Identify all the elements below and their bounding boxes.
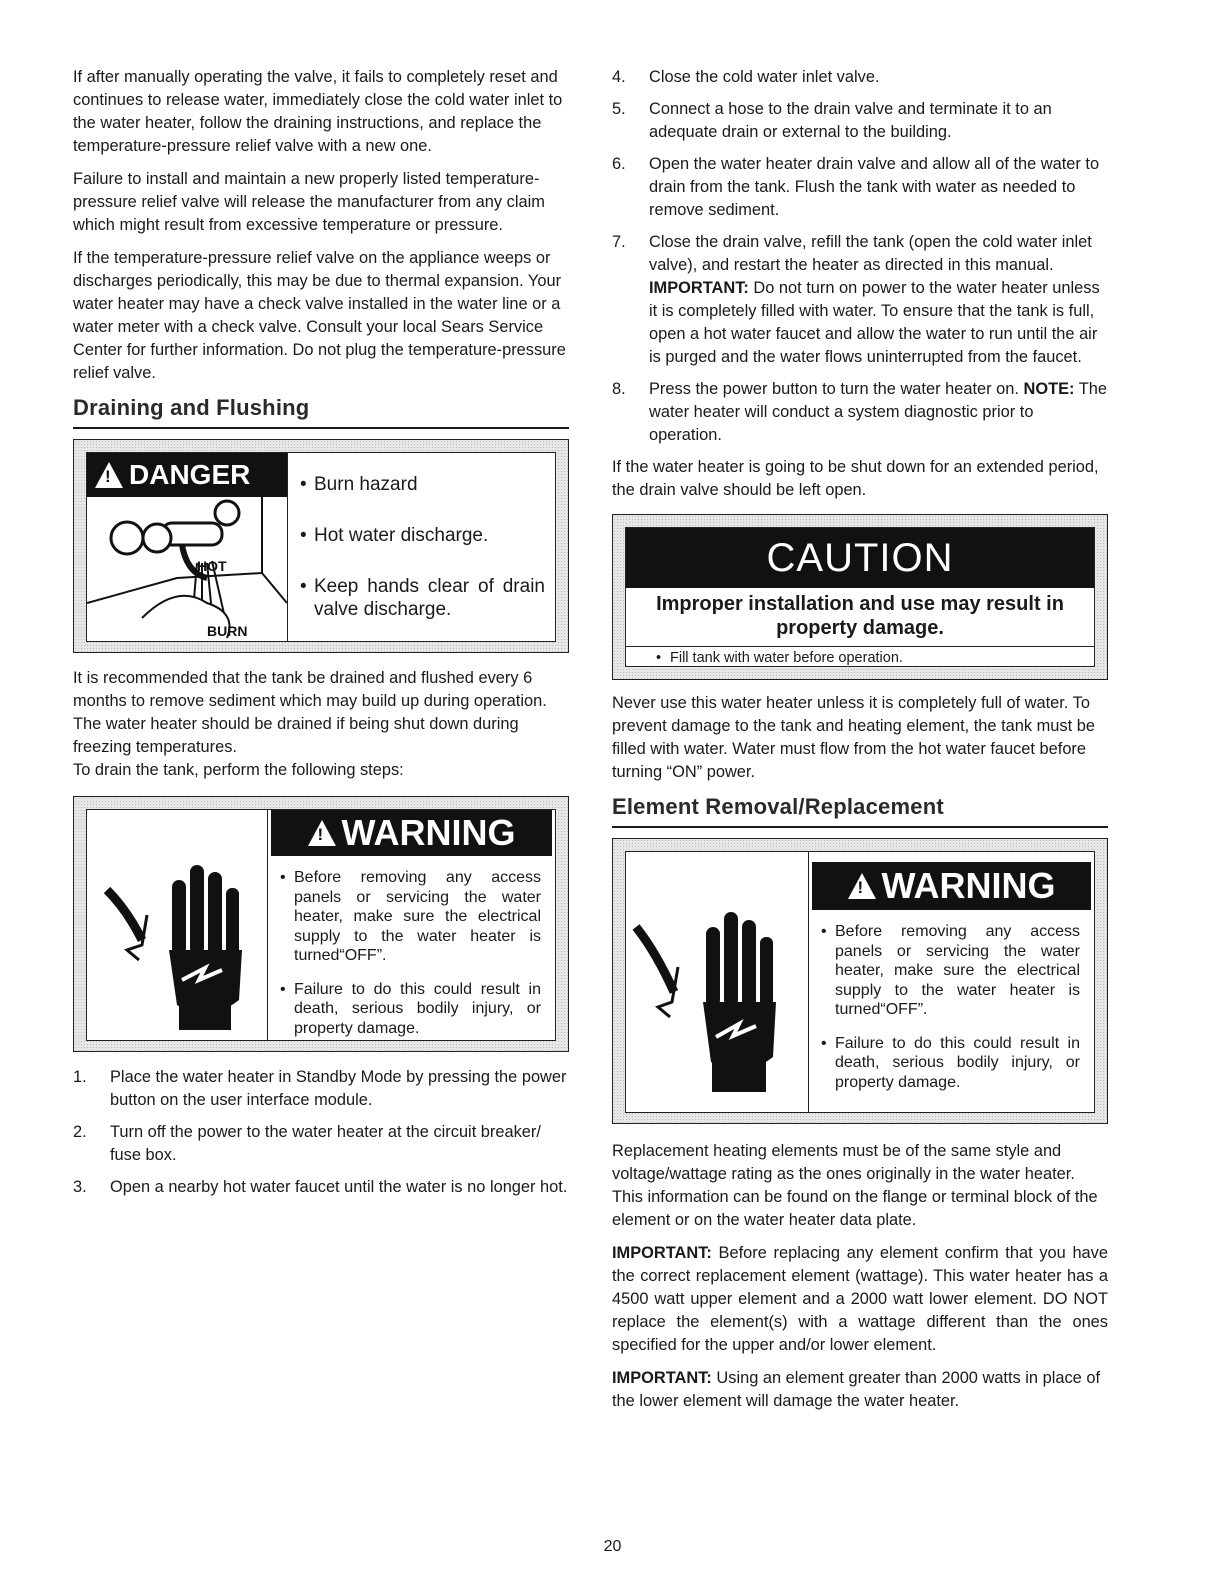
list-item: 5. Connect a hose to the drain valve and terminate it to an adequate drain or external to the building. <box>612 100 1052 141</box>
danger-bullet-hands: • Keep hands clear of drain valve discharge. <box>300 575 545 621</box>
svg-text:HOT: HOT <box>197 558 227 574</box>
list-item: 7. Close the drain valve, refill the tank (open the cold water inlet valve), and restart the heater as directed in this manual. IMPORTANT: Do not turn on power to the water heater unless it is completely filled with water. To ensure that the tank is full, open a hot water faucet and allow the water to run until the air is purged and the water flows uninterrupted from the faucet. <box>612 233 1100 366</box>
warning-bullet-consequence: • Failure to do this could result in death, serious bodily injury, or property damage. <box>821 1034 1080 1093</box>
alert-triangle-icon: ! <box>308 820 336 846</box>
caution-headline: Improper installation and use may result in property damage. <box>626 588 1094 647</box>
list-item: 8. Press the power button to turn the water heater on. NOTE: The water heater will conduct a system diagnostic prior to operation. <box>612 380 1107 444</box>
drain-steps-continued <box>612 66 1108 447</box>
caution-bullet-fill-tank: • Fill tank with water before operation. <box>656 647 1094 669</box>
hand-shock-icon <box>87 810 267 1040</box>
drain-recommendation-paragraph: It is recommended that the tank be drained and flushed every 6 months to remove sediment which may build up during operation. The water heater should be drained if being shut down during freezing temperatures. <box>73 669 547 756</box>
danger-banner: ! DANGER <box>87 453 287 497</box>
danger-bullet-discharge: • Hot water discharge. <box>300 524 545 547</box>
hand-shock-icon <box>626 852 808 1112</box>
list-item: 2. Turn off the power to the water heater at the circuit breaker/ fuse box. <box>73 1123 541 1164</box>
svg-text:BURN: BURN <box>207 623 248 639</box>
right-column <box>612 66 1108 1423</box>
drain-steps-intro: To drain the tank, perform the following steps: <box>73 761 404 779</box>
warning-banner-left: ! WARNING <box>271 810 552 856</box>
draining-flushing-heading: Draining and Flushing <box>73 395 569 429</box>
alert-triangle-icon: ! <box>848 873 876 899</box>
danger-bullet-burn: • Burn hazard <box>300 473 545 496</box>
warning-bullet-consequence: • Failure to do this could result in death, serious bodily injury, or property damage. <box>280 980 541 1039</box>
drain-steps-list <box>73 1066 569 1199</box>
danger-box <box>73 439 569 653</box>
warning-messages-left <box>268 810 555 1040</box>
tp-valve-reset-paragraph: If after manually operating the valve, it fails to completely reset and continues to release water, immediately close the cold water inlet to the water heater, follow the draining instructions, and replace the temperature-pressure relief valve with a new one. <box>73 68 563 155</box>
left-column <box>73 66 569 1208</box>
list-item: 1. Place the water heater in Standby Mode by pressing the power button on the user interface module. <box>73 1068 567 1109</box>
warning-banner-right: ! WARNING <box>812 862 1091 910</box>
list-item: 6. Open the water heater drain valve and allow all of the water to drain from the tank. Flush the tank with water as needed to remove sediment. <box>612 155 1100 219</box>
faucet-hot-water-icon <box>87 453 287 641</box>
electric-shock-illustration <box>626 852 809 1112</box>
warning-messages-right <box>809 852 1094 1112</box>
burn-hazard-illustration <box>87 453 288 641</box>
warning-bullet-disconnect: • Before removing any access panels or servicing the water heater, make sure the electrical supply to the water heater is turned“OFF”. <box>280 868 541 966</box>
alert-triangle-icon: ! <box>95 462 123 488</box>
replacement-elements-paragraph: Replacement heating elements must be of the same style and voltage/wattage rating as the ones originally in the water heater. This information can be found on the flange or terminal block of the element or on the water heater data plate. <box>612 1142 1098 1229</box>
important-wattage-paragraph: IMPORTANT: Before replacing any element confirm that you have the correct replacement element (wattage). This water heater has a 4500 watt upper element and a 2000 watt lower element. DO NOT replace the element(s) with a wattage different than the ones specified for the upper and/or lower element. <box>612 1244 1108 1354</box>
important-lower-element-paragraph: IMPORTANT: Using an element greater than 2000 watts in place of the lower element will damage the water heater. <box>612 1369 1101 1410</box>
caution-inner <box>625 527 1095 667</box>
list-item: 4. Close the cold water inlet valve. <box>612 68 880 86</box>
extended-shutdown-paragraph: If the water heater is going to be shut down for an extended period, the drain valve should be left open. <box>612 458 1099 499</box>
caution-box <box>612 514 1108 680</box>
warning-box-right <box>612 838 1108 1124</box>
electric-shock-illustration <box>87 810 268 1040</box>
list-item: 3. Open a nearby hot water faucet until the water is no longer hot. <box>73 1178 568 1196</box>
thermal-expansion-paragraph: If the temperature-pressure relief valve on the appliance weeps or discharges periodically, this may be due to thermal expansion. Your water heater may have a check valve installed in the water line or a water meter with a check valve. Consult your local Sears Service Center for further information. Do not plug the temperature-pressure relief valve. <box>73 249 566 382</box>
page-number: 20 <box>603 1538 622 1555</box>
never-use-empty-paragraph: Never use this water heater unless it is completely full of water. To prevent damage to the tank and heating element, the tank must be filled with water. Water must flow from the hot water faucet before turning “ON” power. <box>612 694 1095 781</box>
tp-valve-failure-paragraph: Failure to install and maintain a new properly listed temperature-pressure relief valve will release the manufacturer from any claim which might result from excessive temperature or pressure. <box>73 170 545 234</box>
caution-banner: CAUTION <box>626 528 1094 588</box>
warning-box-left <box>73 796 569 1052</box>
warning-bullet-disconnect: • Before removing any access panels or servicing the water heater, make sure the electrical supply to the water heater is turned“OFF”. <box>821 922 1080 1020</box>
danger-messages <box>288 453 555 641</box>
element-removal-heading: Element Removal/Replacement <box>612 794 1108 828</box>
